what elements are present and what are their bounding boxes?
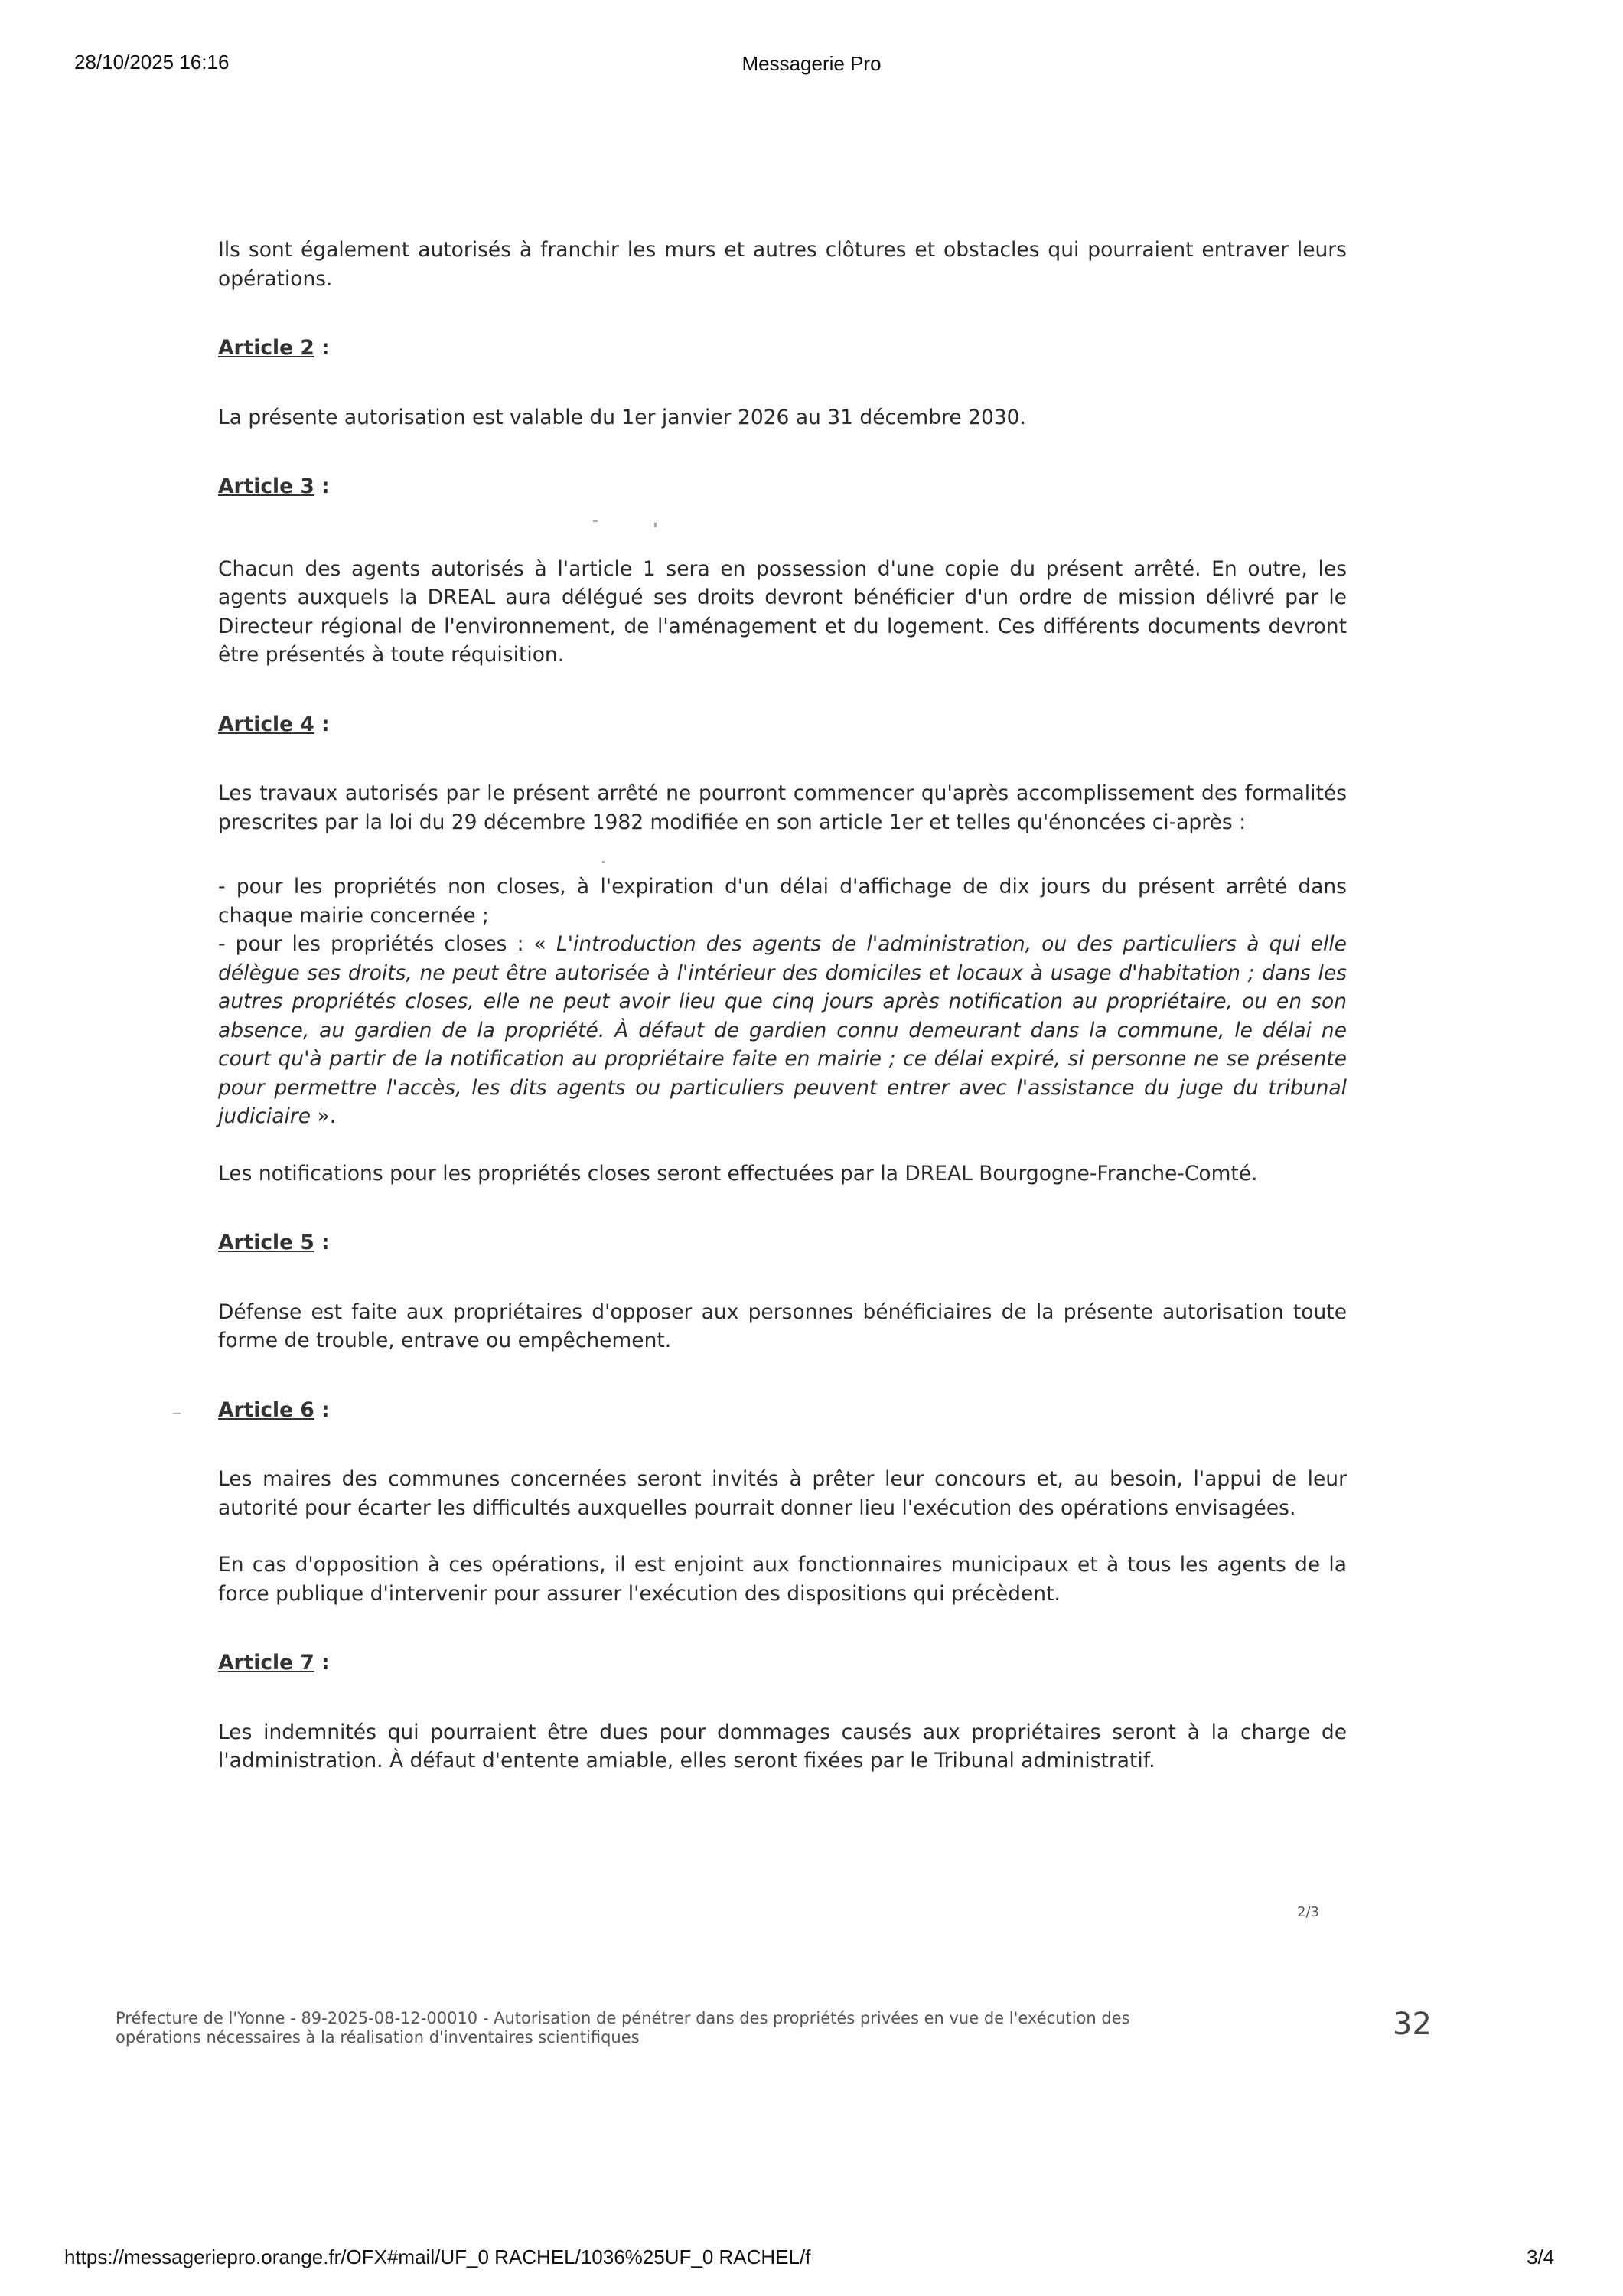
intro-paragraph: Ils sont également autorisés à franchir les murs et autres clôtures et obstacles qui pourraient entraver leurs opérations. <box>218 238 1347 291</box>
closed-properties-quote: L'introduction des agents de l'administration, ou des particuliers à qui elle délègue ses droits, ne peut être autorisée à l'intérieur des domiciles et locaux à usage d'habitation ; dans les autres propriétés closes, elle ne peut avoir lieu que cinq jours après notification au propriétaire, ou en son absence, au gardien de la propriété. À défaut de gardien connu demeurant dans la commune, le délai ne court qu'à partir de la notification au propriétaire faite en mairie ; ce délai expiré, si personne ne se présente pour permettre l'accès, les dits agents ou particuliers peuvent entrer avec l'assistance du juge du tribunal judiciaire <box>218 932 1347 1128</box>
stamp-line-1: Préfecture de l'Yonne - 89-2025-08-12-00010 - Autorisation de pénétrer dans des propriétés privées en vue de l'exécution des <box>116 2009 1130 2027</box>
article-5-title <box>218 1228 1347 1257</box>
scan-speck <box>654 523 657 527</box>
article-7-text: Les indemnités qui pourraient être dues pour dommages causés aux propriétaires seront à la charge de l'administration. À défaut d'entente amiable, elles seront fixées par le Tribunal administratif. <box>218 1720 1347 1773</box>
article-3-heading: Article 3 <box>218 475 314 498</box>
prefecture-stamp <box>116 2009 1279 2047</box>
article-3-title <box>218 472 1347 501</box>
article-7-heading: Article 7 <box>218 1651 314 1675</box>
article-7-colon: : <box>314 1651 330 1675</box>
print-url: https://messageriepro.orange.fr/OFX#mail/UF_0 RACHEL/1036%25UF_0 RACHEL/f <box>64 2245 811 2268</box>
article-2-colon: : <box>314 336 330 360</box>
article-5-heading: Article 5 <box>218 1231 314 1254</box>
article-6-text-2: En cas d'opposition à ces opérations, il est enjoint aux fonctionnaires municipaux et à tous les agents de la force publique d'intervenir pour assurer l'exécution des dispositions qui précèdent. <box>218 1553 1347 1606</box>
document-body <box>218 236 1347 1776</box>
print-datetime: 28/10/2025 16:16 <box>74 51 230 73</box>
article-4-heading: Article 4 <box>218 712 314 736</box>
article-6-colon: : <box>314 1397 330 1422</box>
article-5-text: Défense est faite aux propriétaires d'opposer aux personnes bénéficiaires de la présente autorisation toute forme de trouble, entrave ou empêchement. <box>218 1300 1347 1352</box>
print-page-count: 3/4 <box>1527 2245 1555 2268</box>
article-2-title <box>218 334 1347 363</box>
scan-speck <box>593 520 598 522</box>
article-7-title <box>218 1649 1347 1678</box>
article-4-text: Les travaux autorisés par le présent arrêté ne pourront commencer qu'après accomplissement des formalités prescrites par la loi du 29 décembre 1982 modifiée en son article 1er et telles qu'énoncées ci-après : <box>218 781 1347 834</box>
article-3-colon: : <box>314 475 330 498</box>
article-6-text-1: Les maires des communes concernées seront invités à prêter leur concours et, au besoin, l'appui de leur autorité pour écarter les difficultés auxquelles pourrait donner lieu l'exécution des opérations envisagées. <box>218 1467 1347 1520</box>
article-4-title <box>218 710 1347 739</box>
article-3-text: Chacun des agents autorisés à l'article 1 sera en possession d'une copie du présent arrêté. En outre, les agents auxquels la DREAL aura délégué ses droits devront bénéficier d'un ordre de mission délivré par le Directeur régional de l'environnement, de l'aménagement et du logement. Ces différents documents devront être présentés à toute réquisition. <box>218 556 1347 667</box>
article-6-heading: Article 6 <box>218 1397 314 1422</box>
article-6-title <box>218 1396 1347 1425</box>
article-4-item-open-properties: - pour les propriétés non closes, à l'expiration d'un délai d'affichage de dix jours du présent arrêté dans chaque mairie concernée ; <box>218 875 1347 928</box>
stamp-page-number: 32 <box>1393 2007 1432 2042</box>
article-2-heading: Article 2 <box>218 336 314 360</box>
article-4-colon: : <box>314 712 330 736</box>
article-5-colon: : <box>314 1231 330 1254</box>
scan-speck <box>602 861 605 863</box>
article-4-notification: Les notifications pour les propriétés closes seront effectuées par la DREAL Bourgogne-Franche-Comté. <box>218 1161 1258 1186</box>
closed-properties-prefix: - pour les propriétés closes : « <box>218 932 556 956</box>
stamp-line-2: opérations nécessaires à la réalisation d'inventaires scientifiques <box>116 2028 640 2047</box>
article-4-item-closed-properties <box>218 930 1347 1131</box>
document-page-fraction: 2/3 <box>1297 1904 1319 1920</box>
print-page-title: Messagerie Pro <box>741 52 882 75</box>
closed-properties-suffix: ». <box>311 1104 337 1128</box>
scan-speck <box>173 1413 181 1414</box>
article-2-text: La présente autorisation est valable du 1er janvier 2026 au 31 décembre 2030. <box>218 405 1026 429</box>
